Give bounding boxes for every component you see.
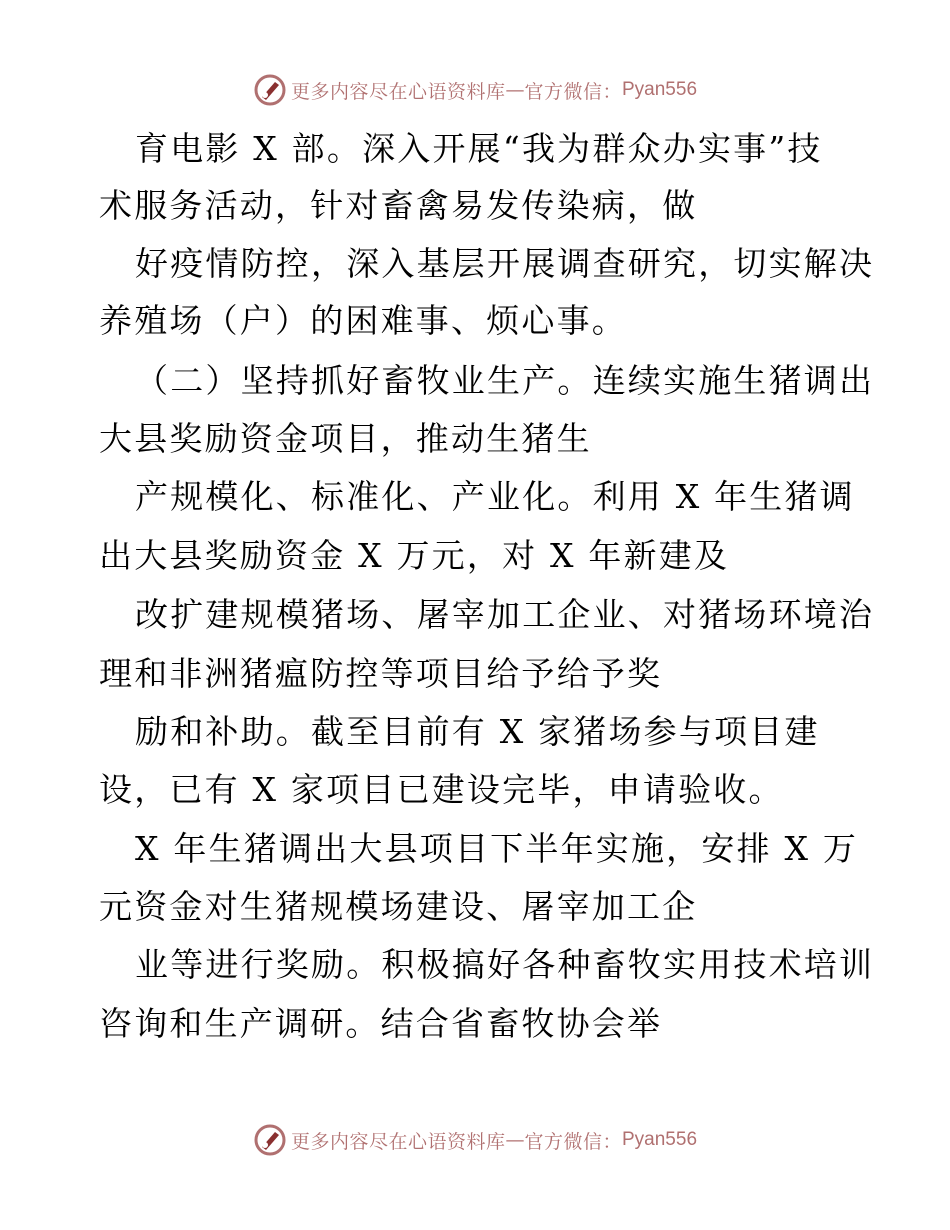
watermark-text: 更多内容尽在心语资料库 [290, 1130, 506, 1153]
text-line: （二）坚持抓好畜牧业生产。连续实施生猪调出 [135, 361, 875, 400]
text-line: 好疫情防控，深入基层开展调查研究，切实解决 [135, 244, 875, 283]
text-line: 业等进行奖励。积极搞好各种畜牧实用技术培训 [135, 945, 875, 984]
watermark-separator: — [505, 1129, 525, 1151]
text-line: 大县奖励资金项目，推动生猪生 [99, 419, 592, 458]
text-line: X 年生猪调出大县项目下半年实施，安排 X 万 [135, 829, 859, 868]
watermark-wechat-label: 官方微信： [524, 80, 622, 103]
footer-watermark [0, 1120, 950, 1160]
text-line: 设，已有 X 家项目已建设完毕，申请验收。 [99, 770, 784, 809]
text-line: 理和非洲猪瘟防控等项目给予给予奖 [99, 654, 663, 693]
watermark-separator: — [505, 79, 525, 101]
text-line: 元资金对生猪规模场建设、屠宰加工企 [99, 887, 698, 926]
text-line: 改扩建规模猪场、屠宰加工企业、对猪场环境治 [135, 595, 875, 634]
watermark-wechat-id: Pyan556 [622, 79, 698, 100]
header-watermark [0, 70, 950, 110]
text-line: 出大县奖励资金 X 万元，对 X 年新建及 [99, 536, 730, 575]
pen-logo-icon [253, 1123, 287, 1157]
text-line: 术服务活动，针对畜禽易发传染病，做 [99, 186, 698, 225]
watermark-text: 更多内容尽在心语资料库 [290, 80, 506, 103]
pen-logo-icon [253, 73, 287, 107]
text-line: 励和补助。截至目前有 X 家猪场参与项目建 [135, 712, 820, 751]
text-line: 产规模化、标准化、产业化。利用 X 年生猪调 [135, 477, 855, 516]
text-line: 育电影 X 部。深入开展“我为群众办实事”技 [135, 129, 823, 168]
watermark-wechat-id: Pyan556 [622, 1129, 698, 1150]
watermark-wechat-label: 官方微信： [524, 1130, 622, 1153]
text-line: 咨询和生产调研。结合省畜牧协会举 [99, 1004, 663, 1043]
text-line: 养殖场（户）的困难事、烦心事。 [99, 301, 627, 340]
